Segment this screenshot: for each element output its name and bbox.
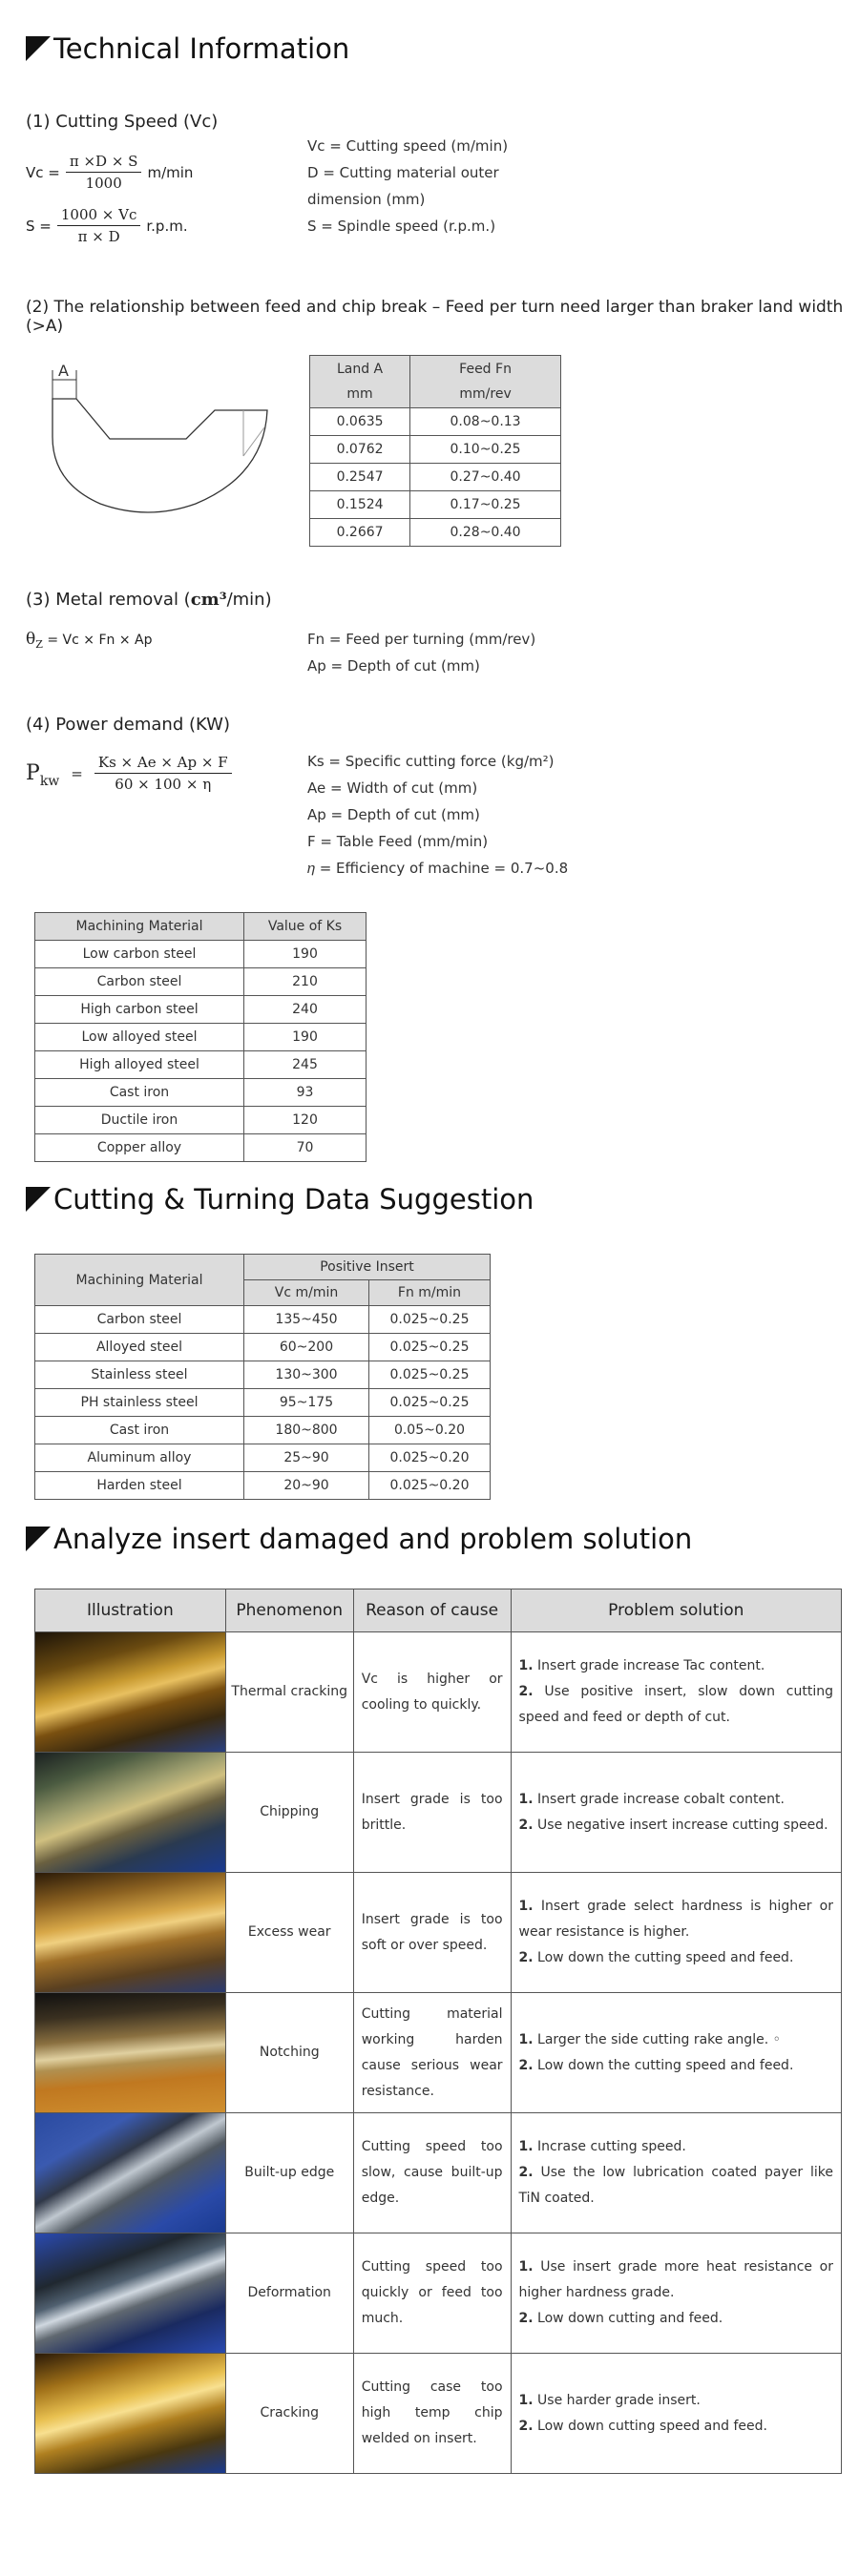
power-subscript: kw: [39, 774, 60, 789]
header-illustration: Illustration: [35, 1589, 226, 1632]
section-title-technical: [26, 32, 349, 65]
insert-photo: [35, 2233, 225, 2353]
header-line: mm/rev: [459, 386, 512, 402]
table-row: [35, 996, 367, 1024]
cutting-speed-heading: (1) Cutting Speed (Vc): [26, 112, 219, 132]
reason-cell: Cutting material working harden cause serious wear resistance.: [353, 1993, 511, 2113]
solution-text: Use positive insert, slow down cutting speed and feed or depth of cut.: [518, 1684, 834, 1725]
legend-line: Ap = Depth of cut (mm): [307, 806, 480, 823]
solution-number: 2.: [518, 2165, 534, 2180]
table-cell: 95~175: [244, 1389, 369, 1417]
formula-vc: [26, 153, 193, 192]
table-cell: Harden steel: [35, 1472, 244, 1500]
table-row: [35, 1079, 367, 1107]
illustration-deformation: [35, 2233, 226, 2354]
triangle-marker-icon: [26, 1187, 51, 1212]
formula-s-numerator: 1000 × Vc: [57, 206, 141, 226]
legend-line: Ap = Depth of cut (mm): [307, 657, 480, 675]
table-cell: 0.17~0.25: [410, 491, 561, 519]
solution-line: [519, 2134, 833, 2160]
solution-number: 2.: [518, 2418, 534, 2434]
solution-line: [519, 1945, 833, 1971]
triangle-marker-icon: [26, 36, 51, 61]
cutting-data-table: [34, 1254, 491, 1500]
formula-s: [26, 206, 188, 245]
table-cell: 0.025~0.25: [369, 1389, 491, 1417]
table-cell: 0.10~0.25: [410, 436, 561, 464]
solution-line: [519, 2254, 833, 2306]
solution-number: 1.: [518, 1658, 534, 1673]
table-cell: 210: [244, 968, 367, 996]
solution-number: 2.: [518, 2311, 534, 2326]
power-legend: [307, 748, 568, 882]
table-row: [35, 1417, 491, 1444]
formula-vc-numerator: π ×D × S: [66, 153, 142, 173]
triangle-marker-icon: [26, 1527, 51, 1551]
table-cell: 0.28~0.40: [410, 519, 561, 547]
table-cell: Cast iron: [35, 1079, 244, 1107]
cutting-speed-legend: [307, 133, 508, 239]
insert-photo: [35, 1873, 225, 1992]
table-cell: PH stainless steel: [35, 1389, 244, 1417]
reason-cell: Cutting speed too slow, cause built-up edge.: [353, 2113, 511, 2233]
legend-line: S = Spindle speed (r.p.m.): [307, 218, 496, 235]
table-cell: 0.1524: [310, 491, 410, 519]
table-cell: Low carbon steel: [35, 941, 244, 968]
table-row: [35, 2354, 842, 2474]
table-row: [310, 464, 561, 491]
table-row: [310, 491, 561, 519]
solution-line: [519, 1653, 833, 1679]
table-row: [35, 1134, 367, 1162]
formula-s-unit: r.p.m.: [146, 217, 188, 235]
solution-text: Insert grade select hardness is higher or wear resistance is higher.: [518, 1899, 833, 1940]
reason-cell: Insert grade is too soft or over speed.: [353, 1873, 511, 1993]
header-reason: Reason of cause: [353, 1589, 511, 1632]
solution-line: [519, 2053, 833, 2079]
legend-line: Ks = Specific cutting force (kg/m²): [307, 753, 555, 770]
solution-number: 1.: [518, 2392, 534, 2408]
solution-text: Larger the side cutting rake angle. ◦: [537, 2031, 781, 2047]
land-width-label: A: [58, 362, 69, 380]
power-symbol: P: [26, 761, 40, 785]
metal-removal-heading: [26, 590, 272, 610]
table-cell: 60~200: [244, 1334, 369, 1361]
table-row: [35, 1107, 367, 1134]
heading-part: (3) Metal removal (: [26, 590, 191, 610]
table-cell: 20~90: [244, 1472, 369, 1500]
insert-photo: [35, 1993, 225, 2112]
table-row: [35, 1472, 491, 1500]
section-title-text: Cutting & Turning Data Suggestion: [53, 1183, 534, 1215]
insert-photo: [35, 2354, 225, 2473]
formula-s-lhs: S =: [26, 217, 52, 235]
table-cell: 190: [244, 1024, 367, 1051]
illustration-notching: [35, 1993, 226, 2113]
table-cell: High carbon steel: [35, 996, 244, 1024]
solution-number: 1.: [518, 2139, 534, 2154]
solution-text: Use negative insert increase cutting speed.: [537, 1817, 828, 1833]
table-cell: High alloyed steel: [35, 1051, 244, 1079]
feed-header: [410, 356, 561, 408]
solution-line: [519, 1679, 833, 1731]
ks-table: [34, 912, 367, 1162]
phenomenon-cell: Cracking: [225, 2354, 353, 2474]
solution-cell: [511, 1873, 841, 1993]
header-phenomenon: Phenomenon: [225, 1589, 353, 1632]
formula-vc-unit: m/min: [147, 163, 194, 181]
table-cell: Aluminum alloy: [35, 1444, 244, 1472]
heading-part: /min): [226, 590, 272, 610]
table-cell: 0.08~0.13: [410, 408, 561, 436]
legend-line: Ae = Width of cut (mm): [307, 779, 478, 797]
chip-breaker-diagram: [43, 361, 282, 523]
table-cell: 190: [244, 941, 367, 968]
section-title-analyze: [26, 1523, 692, 1555]
table-row: [35, 2113, 842, 2233]
phenomenon-cell: Deformation: [225, 2233, 353, 2354]
table-cell: 120: [244, 1107, 367, 1134]
solution-line: [519, 2306, 833, 2332]
solution-text: Low down cutting speed and feed.: [537, 2418, 767, 2434]
cut-header-vc: Vc m/min: [244, 1280, 369, 1306]
insert-photo: [35, 1753, 225, 1872]
solution-text: Use harder grade insert.: [537, 2392, 701, 2408]
cut-header-insert: Positive Insert: [244, 1255, 491, 1280]
table-cell: Carbon steel: [35, 968, 244, 996]
solution-text: Insert grade increase Tac content.: [537, 1658, 765, 1673]
formula-s-denominator: π × D: [77, 228, 120, 245]
ks-header-value: Value of Ks: [244, 913, 367, 941]
reason-cell: Cutting case too high temp chip welded on insert.: [353, 2354, 511, 2474]
theta-symbol: θ: [26, 630, 36, 649]
table-cell: Cast iron: [35, 1417, 244, 1444]
table-row: [310, 519, 561, 547]
table-cell: Ductile iron: [35, 1107, 244, 1134]
table-cell: Carbon steel: [35, 1306, 244, 1334]
header-line: Feed Fn: [459, 362, 512, 377]
table-cell: 0.025~0.25: [369, 1306, 491, 1334]
table-cell: 70: [244, 1134, 367, 1162]
solution-cell: [511, 2233, 841, 2354]
phenomenon-cell: Chipping: [225, 1753, 353, 1873]
table-cell: 130~300: [244, 1361, 369, 1389]
table-row: [35, 941, 367, 968]
table-row: [35, 1632, 842, 1753]
solution-line: [519, 1787, 833, 1813]
illustration-chipping: [35, 1753, 226, 1873]
table-row: [35, 1334, 491, 1361]
solution-number: 2.: [518, 2057, 534, 2073]
table-cell: 93: [244, 1079, 367, 1107]
table-cell: 180~800: [244, 1417, 369, 1444]
solution-line: [519, 2414, 833, 2440]
solution-number: 1.: [518, 1899, 534, 1914]
reason-cell: Cutting speed too quickly or feed too much.: [353, 2233, 511, 2354]
reason-cell: Vc is higher or cooling to quickly.: [353, 1632, 511, 1753]
legend-line: F = Table Feed (mm/min): [307, 833, 489, 850]
header-solution: Problem solution: [511, 1589, 841, 1632]
solution-text: Use insert grade more heat resistance or higher hardness grade.: [518, 2259, 833, 2300]
solution-number: 2.: [518, 1950, 534, 1965]
legend-line: dimension (mm): [307, 191, 426, 208]
table-row: [35, 1389, 491, 1417]
table-row: [35, 1873, 842, 1993]
insert-photo: [35, 1632, 225, 1752]
table-row: [35, 1024, 367, 1051]
solution-line: [519, 1813, 833, 1839]
solution-text: Low down the cutting speed and feed.: [537, 1950, 794, 1965]
table-row: [35, 1051, 367, 1079]
table-cell: 240: [244, 996, 367, 1024]
table-cell: 0.0635: [310, 408, 410, 436]
table-cell: 135~450: [244, 1306, 369, 1334]
table-cell: 0.025~0.25: [369, 1361, 491, 1389]
table-row: [35, 1753, 842, 1873]
phenomenon-cell: Notching: [225, 1993, 353, 2113]
illustration-cracking: [35, 2354, 226, 2474]
cut-header-fn: Fn m/min: [369, 1280, 491, 1306]
table-row: [310, 436, 561, 464]
illustration-thermal-cracking: [35, 1632, 226, 1753]
theta-subscript: Z: [35, 638, 43, 651]
solution-text: Use the low lubrication coated payer like TiN coated.: [518, 2165, 834, 2206]
section-title-cutting: [26, 1183, 534, 1215]
power-formula: [26, 754, 232, 793]
solution-number: 1.: [518, 2031, 534, 2047]
phenomenon-cell: Excess wear: [225, 1873, 353, 1993]
table-cell: Alloyed steel: [35, 1334, 244, 1361]
power-fraction: [94, 754, 232, 793]
header-line: mm: [346, 386, 373, 402]
problem-solution-table: [34, 1589, 842, 2474]
table-cell: Stainless steel: [35, 1361, 244, 1389]
section-title-text: Analyze insert damaged and problem solution: [53, 1523, 693, 1555]
solution-line: [519, 2027, 833, 2053]
table-cell: 0.2547: [310, 464, 410, 491]
feed-chip-heading: (2) The relationship between feed and chip break – Feed per turn need larger than braker land width (>A): [26, 298, 844, 336]
section-title-text: Technical Information: [53, 32, 350, 65]
illustration-excess-wear: [35, 1873, 226, 1993]
solution-line: [519, 1894, 833, 1945]
equals-sign: =: [71, 764, 83, 782]
power-demand-heading: (4) Power demand (KW): [26, 715, 230, 735]
insert-photo: [35, 2113, 225, 2233]
phenomenon-cell: Built-up edge: [225, 2113, 353, 2233]
table-cell: 0.0762: [310, 436, 410, 464]
solution-number: 1.: [518, 1791, 534, 1807]
table-row: [310, 408, 561, 436]
solution-text: Low down cutting and feed.: [537, 2311, 723, 2326]
table-cell: 0.05~0.20: [369, 1417, 491, 1444]
formula-vc-lhs: Vc =: [26, 163, 60, 181]
formula-rhs: = Vc × Fn × Ap: [42, 633, 153, 648]
legend-line: 𝜂 = Efficiency of machine = 0.7~0.8: [307, 860, 569, 877]
table-cell: 0.025~0.25: [369, 1334, 491, 1361]
header-line: Land A: [336, 362, 384, 377]
solution-number: 2.: [518, 1684, 534, 1699]
table-row: [35, 2233, 842, 2354]
table-row: [35, 1444, 491, 1472]
land-header: [310, 356, 410, 408]
legend-line: Fn = Feed per turning (mm/rev): [307, 631, 536, 648]
table-row: [35, 1361, 491, 1389]
table-cell: Copper alloy: [35, 1134, 244, 1162]
table-cell: 0.2667: [310, 519, 410, 547]
table-cell: 25~90: [244, 1444, 369, 1472]
table-row: [35, 1306, 491, 1334]
solution-number: 1.: [518, 2259, 534, 2275]
solution-line: [519, 2388, 833, 2414]
table-row: [35, 968, 367, 996]
legend-line: D = Cutting material outer: [307, 164, 499, 181]
solution-cell: [511, 1632, 841, 1753]
metal-removal-legend: [307, 626, 535, 679]
solution-line: [519, 2160, 833, 2212]
solution-text: Low down the cutting speed and feed.: [537, 2057, 794, 2073]
solution-cell: [511, 1753, 841, 1873]
cut-header-material: Machining Material: [35, 1255, 244, 1306]
land-feed-table: [309, 355, 561, 547]
formula-s-fraction: [57, 206, 141, 245]
legend-line: Vc = Cutting speed (m/min): [307, 137, 509, 155]
power-denominator: 60 × 100 × η: [115, 776, 212, 793]
illustration-built-up-edge: [35, 2113, 226, 2233]
solution-text: Incrase cutting speed.: [537, 2139, 686, 2154]
solution-text: Insert grade increase cobalt content.: [537, 1791, 785, 1807]
solution-cell: [511, 1993, 841, 2113]
table-cell: Low alloyed steel: [35, 1024, 244, 1051]
solution-cell: [511, 2354, 841, 2474]
solution-number: 2.: [518, 1817, 534, 1833]
table-cell: 0.025~0.20: [369, 1472, 491, 1500]
ks-header-material: Machining Material: [35, 913, 244, 941]
metal-removal-formula: [26, 630, 152, 651]
solution-cell: [511, 2113, 841, 2233]
table-cell: 245: [244, 1051, 367, 1079]
table-cell: 0.27~0.40: [410, 464, 561, 491]
power-numerator: Ks × Ae × Ap × F: [94, 754, 232, 774]
table-cell: 0.025~0.20: [369, 1444, 491, 1472]
table-row: [35, 1993, 842, 2113]
formula-vc-denominator: 1000: [85, 175, 122, 192]
heading-unit: cm³: [190, 590, 227, 610]
reason-cell: Insert grade is too brittle.: [353, 1753, 511, 1873]
phenomenon-cell: Thermal cracking: [225, 1632, 353, 1753]
formula-vc-fraction: [66, 153, 142, 192]
